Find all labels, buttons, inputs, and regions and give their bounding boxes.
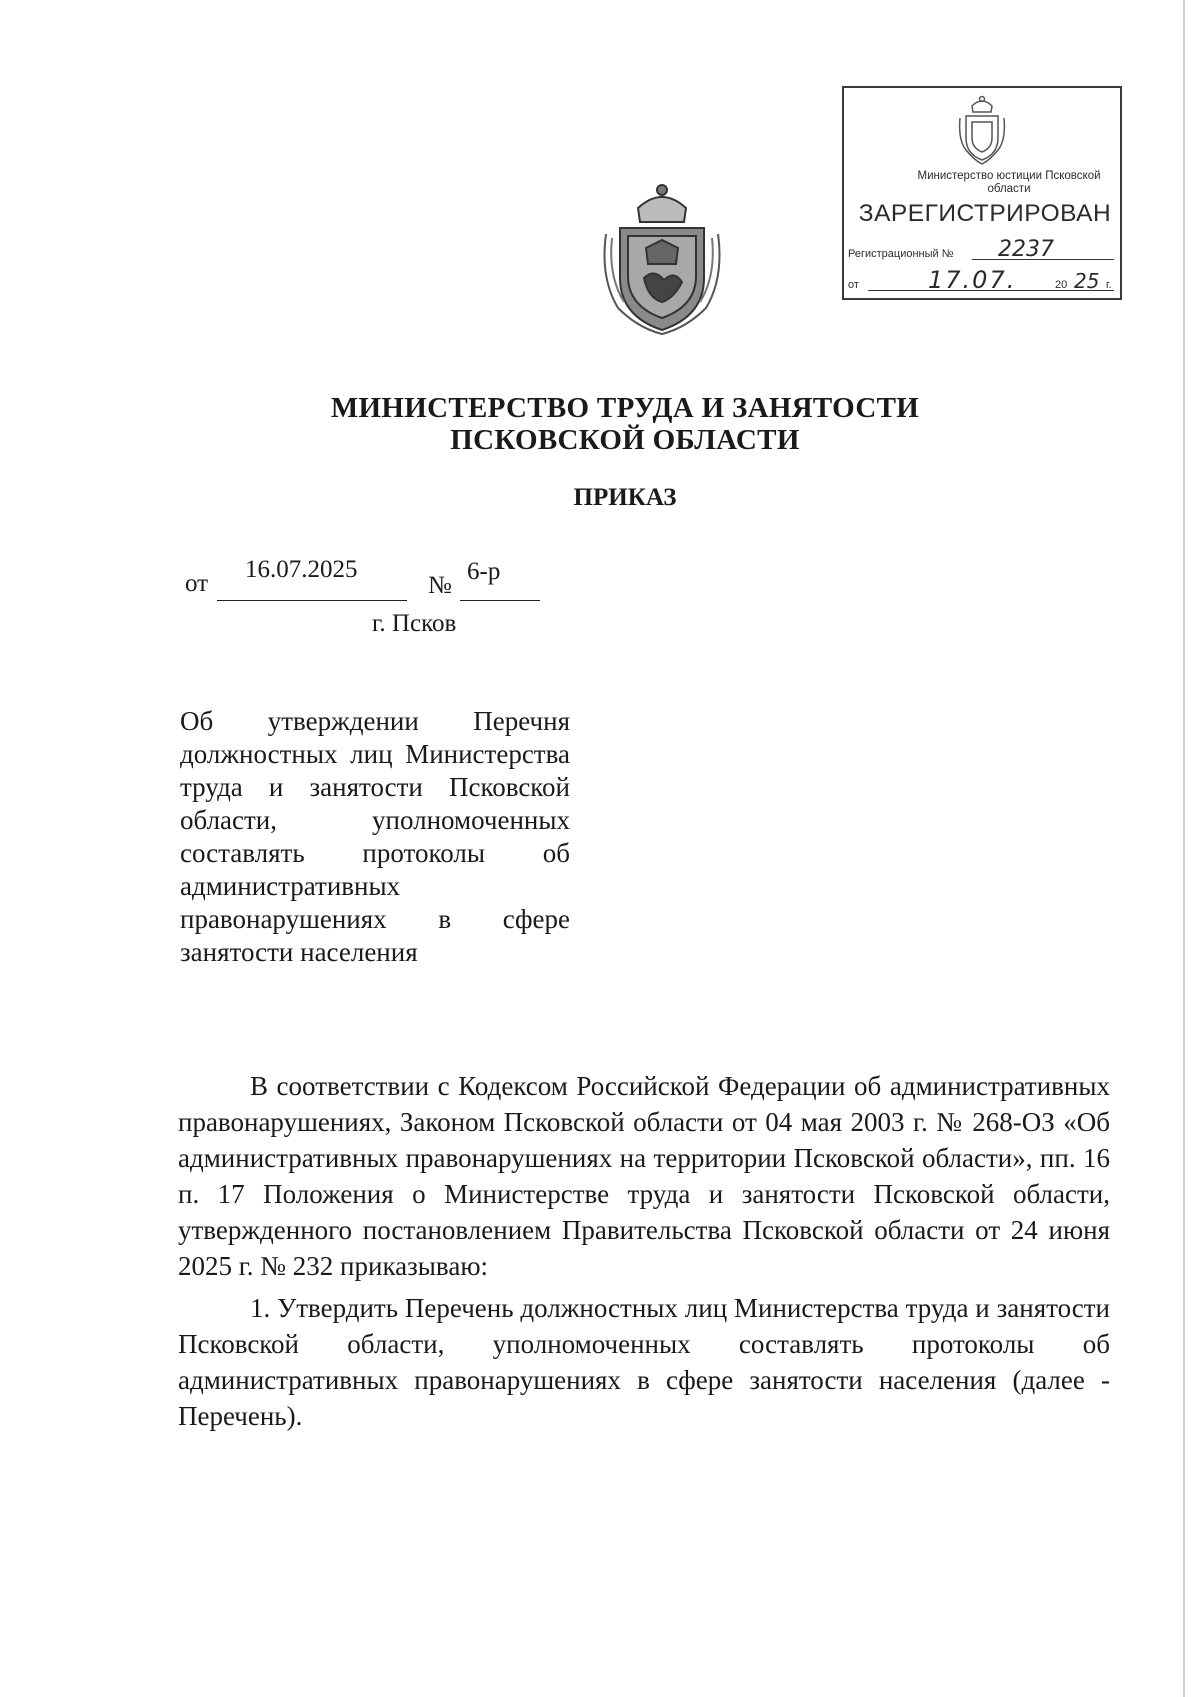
body-paragraph-2: 1. Утвердить Перечень должностных лиц Министерства труда и занятости Псковской области, уполномоченных составлять протоколы об административных правонарушениях в сфере занятости населения (далее - Перечень). bbox=[178, 1293, 1110, 1431]
stamp-registration-row bbox=[848, 237, 1116, 262]
stamp-year-prefix: 20 bbox=[1055, 279, 1068, 291]
stamp-date-row bbox=[848, 266, 1116, 294]
stamp-year-suffix: г. bbox=[1106, 279, 1112, 291]
stamp-reg-label: Регистрационный № bbox=[848, 248, 954, 260]
date-underline bbox=[217, 600, 407, 601]
stamp-reg-number: 2237 bbox=[998, 237, 1054, 262]
ministry-title: МИНИСТЕРСТВО ТРУДА И ЗАНЯТОСТИ ПСКОВСКОЙ ОБЛАСТИ bbox=[330, 392, 920, 456]
registration-stamp bbox=[842, 86, 1122, 300]
order-number: 6-р bbox=[467, 558, 501, 585]
scan-edge-line bbox=[1183, 0, 1185, 1697]
stamp-ministry-name: Министерство юстиции Псковской области bbox=[917, 170, 1101, 195]
stamp-year-value: 25 bbox=[1074, 269, 1100, 293]
order-subject: Об утверждении Перечня должностных лиц Министерства труда и занятости Псковской области, уполномоченных составлять протоколы об административных правонарушениях в сфере занятости населения bbox=[180, 706, 570, 967]
order-date-number-line bbox=[185, 556, 585, 600]
order-city: г. Псков bbox=[372, 610, 457, 637]
body-paragraph-1: В соответствии с Кодексом Российской Федерации об административных правонарушениях, Законом Псковской области от 04 мая 2003 г. № 268-ОЗ «Об административных правонарушениях на территории Псковской области», пп. 16 п. 17 Положения о Министерстве труда и занятости Псковской области, утвержденного постановлением Правительства Псковской области от 24 июня 2025 г. № 232 приказываю: bbox=[178, 1071, 1110, 1281]
number-underline bbox=[460, 600, 540, 601]
stamp-status: ЗАРЕГИСТРИРОВАН bbox=[858, 200, 1112, 227]
order-body bbox=[178, 1068, 1110, 1434]
number-prefix: № bbox=[428, 572, 452, 599]
order-date: 16.07.2025 bbox=[245, 556, 358, 583]
stamp-emblem-icon bbox=[956, 94, 1008, 166]
date-prefix: от bbox=[185, 570, 209, 597]
stamp-date-label: от bbox=[848, 279, 859, 291]
coat-of-arms-emblem bbox=[598, 178, 726, 338]
stamp-date-value: 17.07. bbox=[928, 266, 1017, 294]
document-type: ПРИКАЗ bbox=[573, 484, 677, 511]
